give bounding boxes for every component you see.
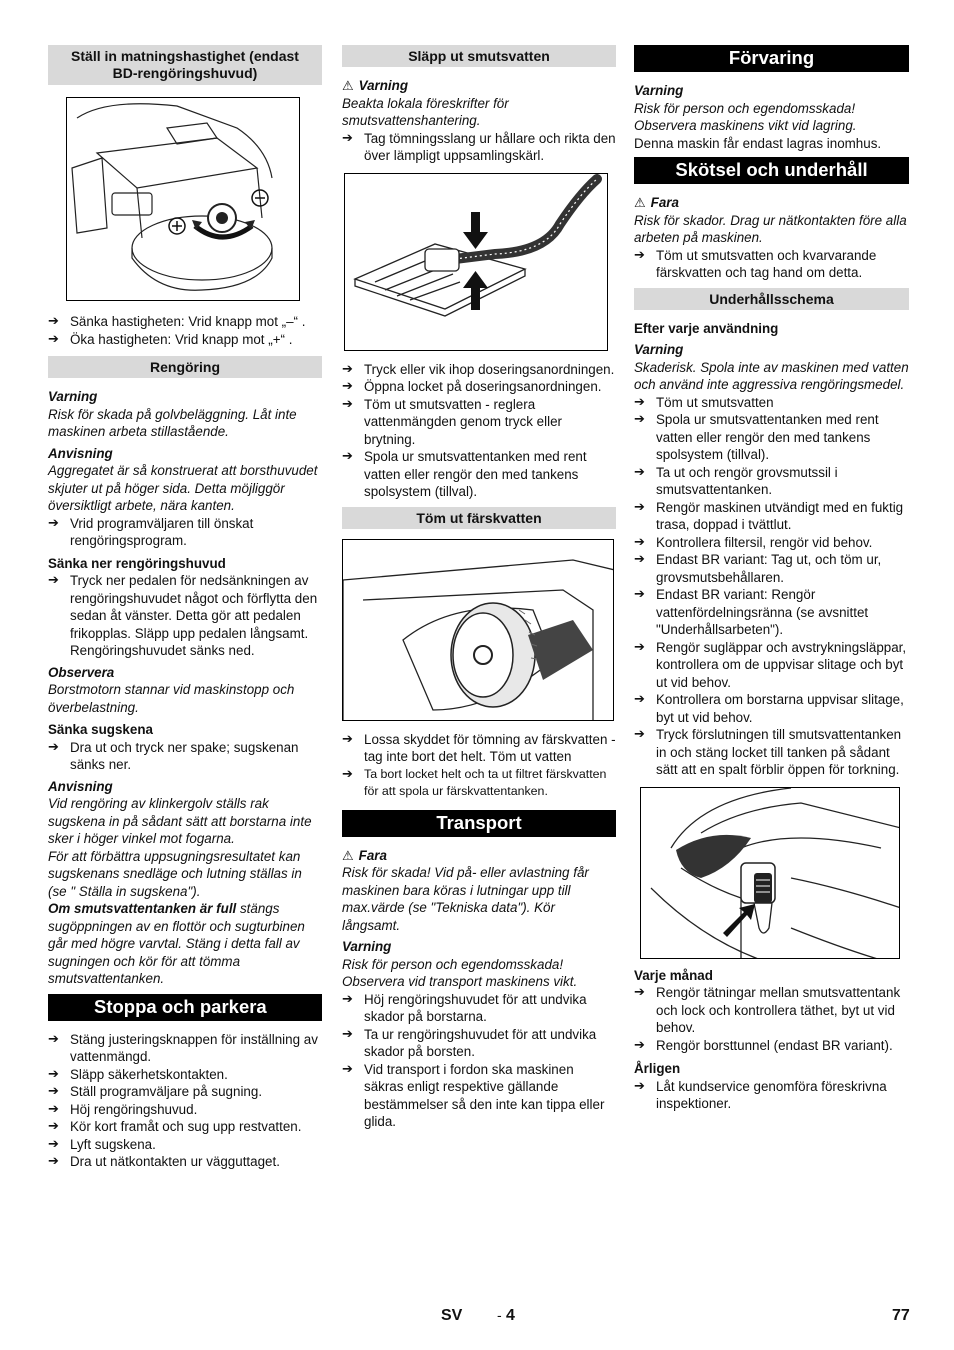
list-item: ➔ Vid transport i fordon ska maskinen säkras enligt respektive gällande bestämmelser så den inte kan tippa eller glida. bbox=[342, 1061, 616, 1131]
subheading-lower-head: Sänka ner rengöringshuvud bbox=[48, 555, 226, 571]
yearly-list bbox=[634, 1078, 909, 1113]
warning-text: Risk för skada på golvbeläggning. Låt inte maskinen arbeta stillastående. bbox=[48, 406, 297, 439]
list-item: ➔ Höj rengöringshuvud. bbox=[48, 1101, 322, 1119]
warning-text: Beakta lokala föreskrifter för smutsvattenshantering. bbox=[342, 95, 509, 128]
section-heading-drain-fresh-water: Töm ut färskvatten bbox=[342, 507, 616, 529]
list-item: ➔ Kör kort framåt och sug upp restvatten. bbox=[48, 1118, 322, 1136]
footer-separator: - bbox=[497, 1307, 502, 1323]
subheading-after-each-use: Efter varje användning bbox=[634, 320, 779, 336]
section-heading-drain-dirty-water: Släpp ut smutsvatten bbox=[342, 45, 616, 67]
list-item: ➔ Kontrollera om borstarna uppvisar slitage, byt ut vid behov. bbox=[634, 691, 909, 726]
danger-label: ⚠ Fara bbox=[342, 847, 616, 865]
list-item: ➔ Ta ut och rengör grovsmutssil i smutsvattentanken. bbox=[634, 464, 909, 499]
list-item: ➔ Endast BR variant: Rengör vattenfördelningsränna (se avsnittet "Underhållsarbeten"). bbox=[634, 586, 909, 639]
section-heading-care-maintenance: Skötsel och underhåll bbox=[634, 157, 909, 184]
bullet-drain-hose: ➔ Tag tömningsslang ur hållare och rikta den över lämpligt uppsamlingskärl. bbox=[342, 130, 616, 165]
figure-tank-lid-latch bbox=[640, 787, 900, 959]
storage-text: Denna maskin får endast lagras inomhus. bbox=[634, 135, 882, 151]
list-item: ➔ Kontrollera filtersil, rengör vid behov. bbox=[634, 534, 909, 552]
monthly-list bbox=[634, 984, 909, 1054]
danger-label: ⚠ Fara bbox=[634, 194, 909, 212]
list-item: ➔ Släpp säkerhetskontakten. bbox=[48, 1066, 322, 1084]
list-item: ➔ Rengör tätningar mellan smutsvattentank och lock och kontrollera täthet, byt ut vid behov. bbox=[634, 984, 909, 1037]
list-item: ➔ Tryck förslutningen till smutsvattentanken in och stäng locket till tanken på sådant sätt att en spalt förblir öppen för torkning. bbox=[634, 726, 909, 779]
observe-text: Borstmotorn stannar vid maskinstopp och överbelastning. bbox=[48, 682, 295, 715]
warning-label: Varning bbox=[48, 389, 98, 404]
bullet-remove-filter: ➔ Ta bort locket helt och ta ut filtret färskvatten för att spola ur färskvattentanken. bbox=[342, 766, 616, 800]
section-heading-cleaning: Rengöring bbox=[48, 356, 322, 378]
column-2 bbox=[342, 45, 616, 1131]
section-heading-storage: Förvaring bbox=[634, 45, 909, 72]
bullet-lower-pedal: ➔ Tryck ner pedalen för nedsänkningen av rengöringshuvudet något och förflytta den sedan åt vänster. Detta gör att pedalen frikopplas. Släpp upp pedalen långsamt. bbox=[48, 572, 322, 642]
note-text-2c: Om smutsvattentanken är full stängs sugöppningen av en flottör och sugturbinen går med högre varvtal. Stäng i detta fall av sugningen och kör för att tömma smutsvattentanken. bbox=[48, 901, 305, 986]
note-label: Anvisning bbox=[48, 445, 113, 461]
observe-label: Observera bbox=[48, 664, 115, 680]
list-item: ➔ Rengör sugläppar och avstrykningsläppar, kontrollera om de uppvisar slitage och byt ut vid behov. bbox=[634, 639, 909, 692]
subheading-yearly: Årligen bbox=[634, 1061, 681, 1076]
list-item: ➔ Höj rengöringshuvudet för att undvika skador på borstarna. bbox=[342, 991, 616, 1026]
footer-language: SV bbox=[441, 1307, 463, 1324]
bullet-empty-water: ➔ Töm ut smutsvatten och kvarvarande färskvatten och tag hand om detta. bbox=[634, 247, 909, 282]
note-text-2b: För att förbättra uppsugningsresultatet kan sugskenans snedläge och lutning ställas in (se " Ställa in sugskena"). bbox=[48, 848, 302, 899]
list-item: ➔ Rengör borsttunnel (endast BR variant). bbox=[634, 1037, 909, 1055]
list-item: ➔ Låt kundservice genomföra föreskrivna inspektioner. bbox=[634, 1078, 909, 1113]
list-item: ➔ Ta ur rengöringshuvudet för att undvika skador på borsten. bbox=[342, 1026, 616, 1061]
bullet-increase-speed: ➔ Öka hastigheten: Vrid knapp mot „+“ . bbox=[48, 331, 322, 349]
subheading-monthly: Varje månad bbox=[634, 967, 713, 983]
column-1 bbox=[48, 45, 322, 1171]
list-item: ➔ Rengör maskinen utvändigt med en fuktig trasa, doppad i tvättlut. bbox=[634, 499, 909, 534]
section-heading-maintenance-schedule: Underhållsschema bbox=[634, 288, 909, 310]
warning-label: ⚠ Varning bbox=[342, 77, 616, 95]
column-3 bbox=[634, 45, 909, 1113]
warning-text-2: Risk för person och egendomsskada! Observera vid transport maskinens vikt. bbox=[342, 956, 578, 989]
subheading-lower-squeegee: Sänka sugskena bbox=[48, 722, 153, 737]
figure-speed-knob bbox=[66, 97, 300, 301]
figure-fresh-water-cap bbox=[342, 539, 614, 721]
section-heading-transport: Transport bbox=[342, 810, 616, 837]
warning-label-2: Varning bbox=[342, 939, 392, 954]
stop-list bbox=[48, 1031, 322, 1171]
list-item: ➔ Töm ut smutsvatten - reglera vattenmängden genom tryck eller brytning. bbox=[342, 396, 616, 449]
list-item: ➔ Spola ur smutsvattentanken med rent vatten eller rengör den med tankens spolsystem (tillval). bbox=[634, 411, 909, 464]
list-item: ➔ Dra ut nätkontakten ur vägguttaget. bbox=[48, 1153, 322, 1171]
danger-text: Risk för skador. Drag ur nätkontakten före alla arbeten på maskinen. bbox=[634, 212, 907, 245]
list-item: ➔ Tryck eller vik ihop doseringsanordningen. bbox=[342, 361, 616, 379]
list-item: ➔ Endast BR variant: Tag ut, och töm ur, grovsmutsbehållaren. bbox=[634, 551, 909, 586]
list-item: ➔ Spola ur smutsvattentanken med rent vatten eller rengör den med tankens spolsystem (tillval). bbox=[342, 448, 616, 501]
result-text: Rengöringshuvudet sänks ned. bbox=[70, 643, 255, 658]
note-text-2a: Vid rengöring av klinkergolv ställs rak sugskena in på sådant sätt att borstarna inte sker i höger vinkel mot fogarna. bbox=[48, 796, 312, 846]
warning-label: Varning bbox=[634, 83, 684, 98]
warning-text: Risk för person och egendomsskada! Observera maskinens vikt vid lagring. bbox=[634, 100, 857, 133]
list-item: ➔ Ställ programväljare på sugning. bbox=[48, 1083, 322, 1101]
bullet-loosen-cap: ➔ Lossa skyddet för tömning av färskvatten - tag inte bort det helt. Töm ut vatten bbox=[342, 731, 616, 766]
footer-page-number: 77 bbox=[892, 1307, 910, 1324]
note-text: Aggregatet är så konstruerat att borsthuvudet skjuter ut på höger sida. Detta möjliggör översiktligt arbete, nära kanten. bbox=[48, 463, 318, 513]
section-heading-stop-park: Stoppa och parkera bbox=[48, 994, 322, 1021]
warning-label-2: Varning bbox=[634, 342, 684, 357]
after-use-list bbox=[634, 394, 909, 779]
note-label-2: Anvisning bbox=[48, 778, 113, 794]
drain-list bbox=[342, 361, 616, 501]
bullet-decrease-speed: ➔ Sänka hastigheten: Vrid knapp mot „–“ . bbox=[48, 313, 322, 331]
warning-text-2: Skaderisk. Spola inte av maskinen med vatten och använd inte aggressiva rengöringsmedel. bbox=[634, 359, 909, 392]
list-item: ➔ Lyft sugskena. bbox=[48, 1136, 322, 1154]
list-item: ➔ Stäng justeringsknappen för inställning av vattenmängd. bbox=[48, 1031, 322, 1066]
danger-text: Risk för skada! Vid på- eller avlastning får maskinen bara köras i lutningar upp till max.värde (se "Tekniska data"). Kör långsamt. bbox=[342, 865, 589, 933]
section-heading-feed-speed: Ställ in matningshastighet (endast BD-rengöringshuvud) bbox=[48, 45, 322, 85]
transport-list bbox=[342, 991, 616, 1131]
figure-drain-hose bbox=[344, 173, 608, 351]
bullet-program-selector: ➔ Vrid programväljaren till önskat rengöringsprogram. bbox=[48, 515, 322, 550]
footer-section-number: 4 bbox=[506, 1307, 515, 1324]
list-item: ➔ Töm ut smutsvatten bbox=[634, 394, 909, 412]
list-item: ➔ Öppna locket på doseringsanordningen. bbox=[342, 378, 616, 396]
bullet-squeegee-lever: ➔ Dra ut och tryck ner spake; sugskenan sänks ner. bbox=[48, 739, 322, 774]
